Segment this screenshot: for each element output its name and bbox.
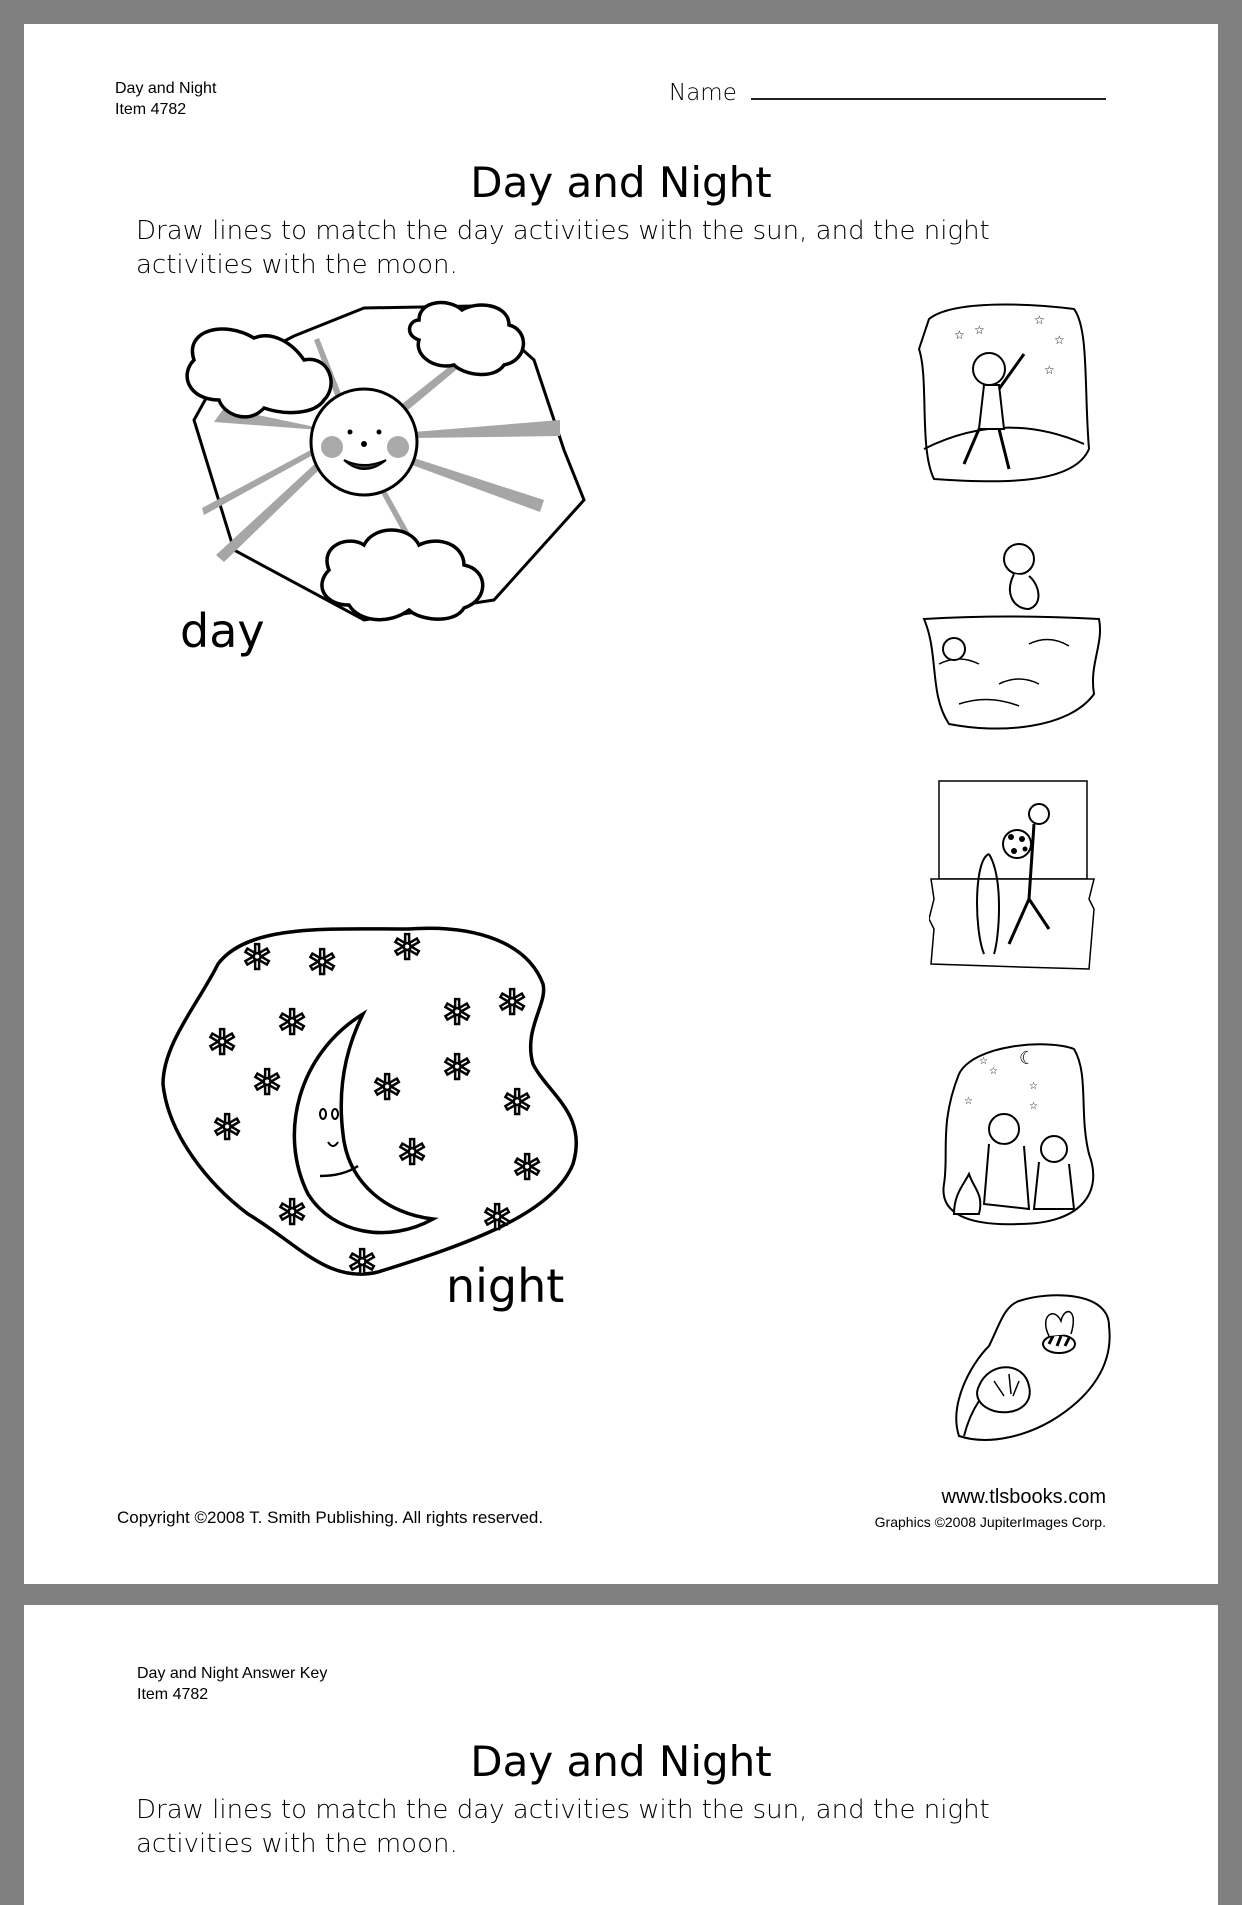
child-catching-fireflies-icon: [914, 299, 1099, 489]
item-number: Item 4782: [137, 1686, 209, 1703]
svg-text:✲: ✲: [243, 938, 272, 978]
worksheet-name: Day and Night Answer Key: [137, 1665, 328, 1682]
svg-text:☆: ☆: [1029, 1081, 1038, 1092]
svg-text:☆: ☆: [979, 1056, 988, 1067]
bee-and-flower-icon: [949, 1286, 1119, 1446]
worksheet-page: [24, 24, 1218, 1584]
worksheet-name: Day and Night: [115, 80, 217, 97]
website-link[interactable]: www.tlsbooks.com: [941, 1486, 1106, 1508]
svg-text:✲: ✲: [213, 1108, 242, 1148]
svg-text:✲: ✲: [443, 1048, 472, 1088]
night-label: night: [446, 1259, 565, 1313]
svg-text:✲: ✲: [308, 943, 337, 983]
name-blank-line[interactable]: [751, 97, 1106, 100]
copyright-text: Copyright ©2008 T. Smith Publishing. All rights reserved.: [117, 1508, 544, 1527]
answer-key-page: [24, 1605, 1218, 1905]
svg-text:✲: ✲: [278, 1003, 307, 1043]
name-field[interactable]: [669, 80, 1106, 106]
boy-playing-ball-with-dog-icon: [929, 779, 1109, 974]
worksheet-header: [137, 1663, 327, 1705]
svg-text:☆: ☆: [989, 1066, 998, 1077]
svg-text:✲: ✲: [373, 1068, 402, 1108]
svg-text:✲: ✲: [503, 1083, 532, 1123]
svg-text:✲: ✲: [208, 1023, 237, 1063]
svg-text:☆: ☆: [1034, 313, 1045, 327]
svg-text:✲: ✲: [278, 1193, 307, 1233]
children-swimming-icon: [919, 534, 1104, 734]
svg-text:☆: ☆: [1044, 363, 1055, 377]
name-label: Name: [669, 80, 737, 106]
svg-text:☆: ☆: [1029, 1101, 1038, 1112]
svg-text:☾: ☾: [1019, 1048, 1036, 1068]
instructions: Draw lines to match the day activities with the sun, and the night activities with the moon.: [136, 216, 990, 280]
sun-with-clouds-icon: [164, 300, 604, 640]
campfire-roasting-marshmallows-icon: [929, 1034, 1109, 1229]
svg-text:✲: ✲: [498, 983, 527, 1023]
moon-with-stars-icon: [148, 914, 608, 1284]
graphics-credit: Graphics ©2008 JupiterImages Corp.: [874, 1514, 1106, 1530]
svg-text:✲: ✲: [513, 1148, 542, 1188]
svg-text:☆: ☆: [974, 323, 985, 337]
item-number: Item 4782: [115, 101, 187, 118]
instructions: Draw lines to match the day activities with the sun, and the night activities with the moon.: [136, 1795, 990, 1859]
svg-text:✲: ✲: [393, 928, 422, 968]
svg-text:☆: ☆: [954, 328, 965, 342]
svg-text:☆: ☆: [964, 1096, 973, 1107]
svg-text:✲: ✲: [443, 993, 472, 1033]
page-title: Day and Night: [470, 1737, 772, 1786]
page-title: Day and Night: [470, 158, 772, 207]
svg-text:✲: ✲: [348, 1243, 377, 1283]
svg-text:✲: ✲: [253, 1063, 282, 1103]
svg-text:☆: ☆: [1054, 333, 1065, 347]
svg-text:✲: ✲: [398, 1133, 427, 1173]
svg-text:✲: ✲: [483, 1198, 512, 1238]
day-label: day: [180, 604, 265, 658]
worksheet-header: [115, 78, 216, 120]
